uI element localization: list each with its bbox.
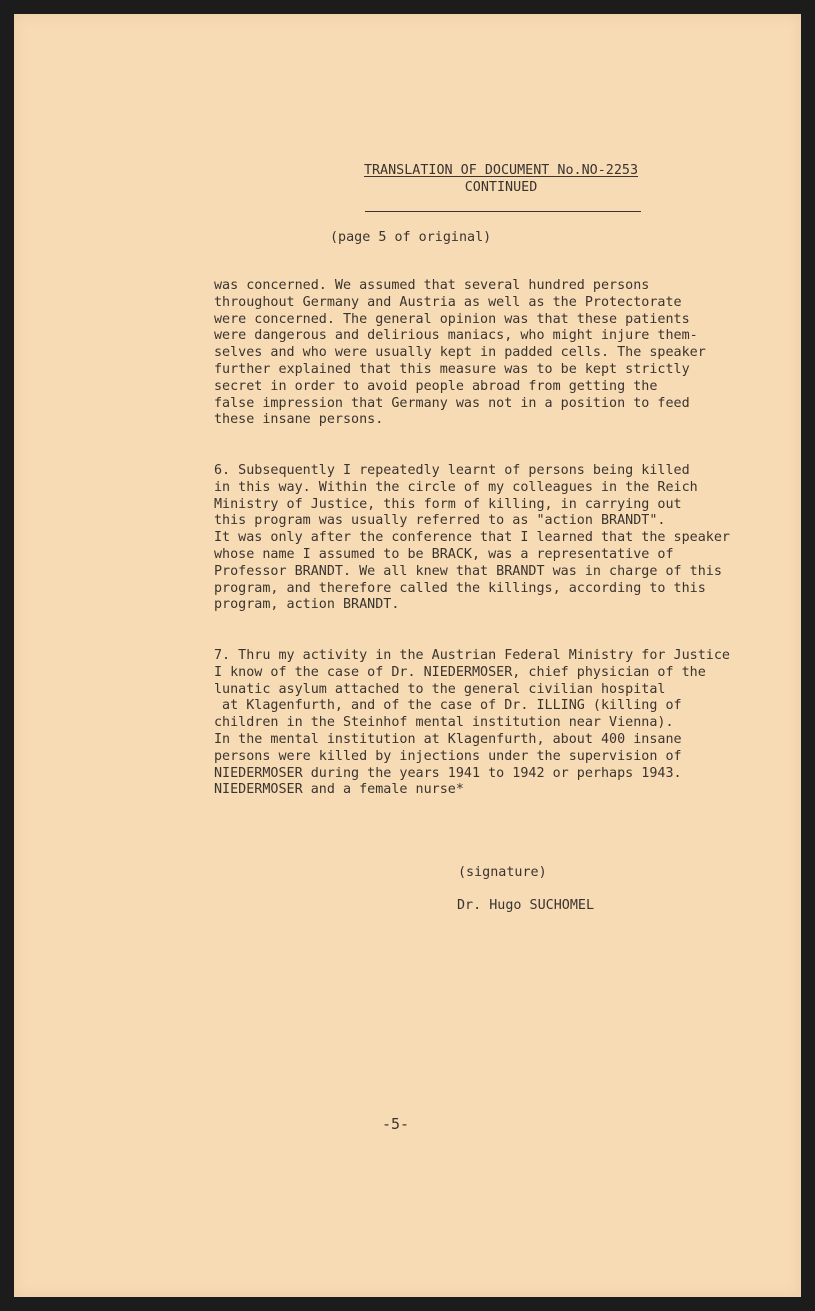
paragraph-7: 7. Thru my activity in the Austrian Federal Ministry for Justice I know of the case of Dr. NIEDERMOSER, chief physician of the lunatic asylum attached to the general civilian hospital at Klagenfurth, and of the case of Dr. ILLING (killing of children in the Steinhof mental institution near Vienna). In the mental institution at Klagenfurth, about 400 insane persons were killed by injections under the supervision of NIEDERMOSER during the years 1941 to 1942 or perhaps 1943. NIEDERMOSER and a female nurse* — [214, 648, 730, 798]
header-subtitle: CONTINUED — [464, 180, 538, 195]
paragraph-continued: was concerned. We assumed that several hundred persons throughout Germany and Austria as well as the Protectorate were concerned. The general opinion was that these patients were dangerous and delirious maniacs, who might injure them- selves and who were usually kept in padded cells. The speaker further explained that this measure was to be kept strictly secret in order to avoid people abroad from getting the false impression that Germany was not in a position to feed these insane persons. — [214, 278, 706, 428]
header-title: TRANSLATION OF DOCUMENT No.NO-2253 — [363, 163, 639, 178]
page-number: -5- — [382, 1115, 410, 1133]
page-note: (page 5 of original) — [330, 230, 492, 245]
signature-label: (signature) — [458, 865, 547, 880]
signatory-name: Dr. Hugo SUCHOMEL — [457, 898, 595, 913]
document-page — [14, 14, 801, 1297]
document-header — [360, 162, 642, 196]
header-underline — [365, 211, 641, 212]
paragraph-6: 6. Subsequently I repeatedly learnt of persons being killed in this way. Within the circle of my colleagues in the Reich Ministry of Justice, this form of killing, in carrying out this program was usually referred to as "action BRANDT". It was only after the conference that I learned that the speaker whose name I assumed to be BRACK, was a representative of Professor BRANDT. We all knew that BRANDT was in charge of this program, and therefore called the killings, according to this program, action BRANDT. — [214, 463, 730, 613]
